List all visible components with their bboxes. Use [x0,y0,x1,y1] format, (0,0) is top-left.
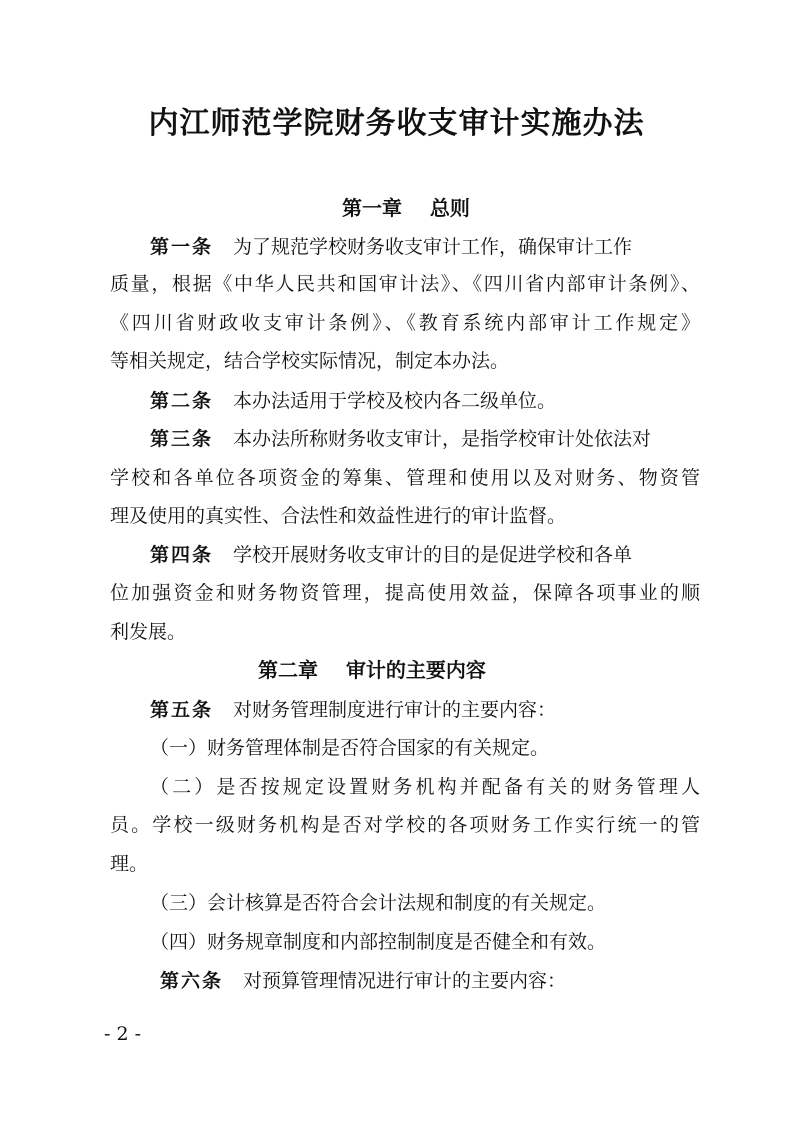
article-1-line-3: 《四川省财政收支审计条例》、《教育系统内部审计工作规定》 [110,312,700,334]
page-number: - 2 - [104,1023,142,1045]
article-1-label: 第一条 [150,236,214,258]
article-1-line-1 [150,233,700,261]
article-4-line-3: 利发展。 [110,621,187,643]
article-3-label: 第三条 [150,428,214,450]
document-title: 内江师范学院财务收支审计实施办法 [148,106,645,141]
article-5-item-4: （四）财务规章制度和内部控制制度是否健全和有效。 [150,931,607,953]
article-3-line-3: 理及使用的真实性、合法性和效益性进行的审计监督。 [110,505,567,527]
article-4-line-2: 位加强资金和财务物资管理，提高使用效益，保障各项事业的顺 [110,582,700,604]
article-5-line-1 [150,696,700,724]
article-6-line-1 [160,967,710,995]
article-5-item-2-line-1: （二）是否按规定设置财务机构并配备有关的财务管理人 [150,776,700,798]
article-6-label: 第六条 [160,970,224,992]
article-5-label: 第五条 [150,699,214,721]
article-1-line-4: 等相关规定，结合学校实际情况，制定本办法。 [110,350,510,372]
article-3-line-1 [150,425,700,453]
article-3-line-2: 学校和各单位各项资金的筹集、管理和使用以及对财务、物资管 [110,467,700,489]
chapter-heading-2: 第二章 审计的主要内容 [258,658,486,682]
article-3-text-1: 本办法所称财务收支审计，是指学校审计处依法对 [233,428,652,450]
article-1-text-1: 为了规范学校财务收支审计工作，确保审计工作 [233,236,633,258]
article-5-item-1: （一）财务管理体制是否符合国家的有关规定。 [150,737,550,759]
article-2-label: 第二条 [150,390,214,412]
chapter-heading-1: 第一章 总则 [342,196,470,220]
article-5-text-1: 对财务管理制度进行审计的主要内容： [233,699,557,721]
article-4-text-1: 学校开展财务收支审计的目的是促进学校和各单 [233,544,633,566]
article-6-text-1: 对预算管理情况进行审计的主要内容： [243,970,567,992]
article-5-item-2-line-3: 理。 [110,853,149,875]
article-5-item-2-line-2: 员。学校一级财务机构是否对学校的各项财务工作实行统一的管 [110,814,700,836]
article-5-item-3: （三）会计核算是否符合会计法规和制度的有关规定。 [150,892,607,914]
article-2-line-1 [150,387,700,415]
article-2-text-1: 本办法适用于学校及校内各二级单位。 [233,390,557,412]
article-4-line-1 [150,541,700,569]
article-4-label: 第四条 [150,544,214,566]
article-1-line-2: 质量，根据《中华人民共和国审计法》、《四川省内部审计条例》、 [110,273,700,295]
